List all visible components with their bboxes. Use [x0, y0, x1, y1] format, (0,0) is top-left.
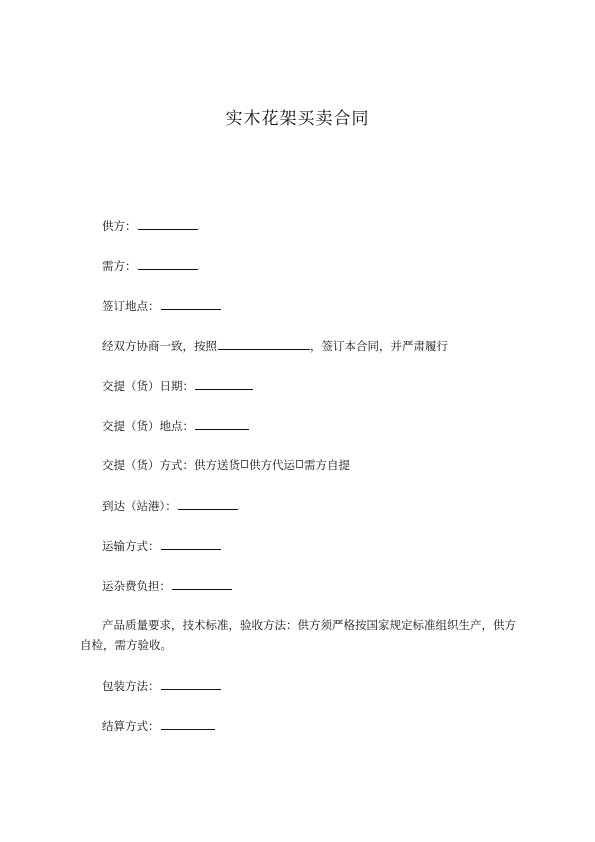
settlement-line	[102, 718, 215, 733]
checkbox-supplier-delivers[interactable]	[241, 460, 248, 468]
delivery-place-line	[102, 418, 249, 433]
delivery-option-supplier-ships: 供方代运	[249, 458, 295, 472]
transport-blank[interactable]	[161, 538, 221, 550]
destination-label: 到达（站港）：	[102, 499, 177, 513]
buyer-label: 需方：	[102, 259, 137, 273]
destination-line	[102, 498, 238, 513]
destination-blank[interactable]	[178, 498, 238, 510]
checkbox-supplier-ships[interactable]	[296, 460, 303, 468]
supplier-line	[102, 218, 198, 233]
sign-place-label: 签订地点：	[102, 299, 160, 313]
delivery-method-line	[102, 458, 350, 472]
quality-paragraph: 产品质量要求，技术标准，验收方法：供方须严格按国家规定标准组织生产，供方自检，需方验收。	[80, 618, 516, 652]
delivery-place-label: 交提（货）地点：	[102, 419, 194, 433]
transport-line	[102, 538, 221, 553]
buyer-line	[102, 258, 198, 273]
delivery-date-line	[102, 378, 253, 393]
agreement-basis-blank[interactable]	[218, 338, 310, 350]
delivery-date-blank[interactable]	[195, 378, 253, 390]
delivery-option-buyer-picks-up: 需方自提	[304, 458, 350, 472]
delivery-place-blank[interactable]	[195, 418, 249, 430]
document-title: 实木花架买卖合同	[225, 109, 370, 129]
settlement-blank[interactable]	[161, 718, 215, 730]
delivery-method-label: 交提（货）方式：	[102, 458, 194, 472]
delivery-date-label: 交提（货）日期：	[102, 379, 194, 393]
packing-line	[102, 678, 221, 693]
settlement-label: 结算方式：	[102, 719, 160, 733]
transport-label: 运输方式：	[102, 539, 160, 553]
misc-fee-label: 运杂费负担：	[102, 579, 171, 593]
sign-place-blank[interactable]	[161, 298, 221, 310]
packing-label: 包装方法：	[102, 679, 160, 693]
misc-fee-blank[interactable]	[172, 578, 232, 590]
agreement-post-text: ，签订本合同，并严肃履行	[310, 339, 448, 353]
agreement-pre-text: 经双方协商一致，按照	[102, 339, 217, 353]
packing-blank[interactable]	[161, 678, 221, 690]
supplier-blank[interactable]	[138, 218, 198, 230]
sign-place-line	[102, 298, 221, 313]
misc-fee-line	[102, 578, 232, 593]
supplier-label: 供方：	[102, 219, 137, 233]
agreement-line	[102, 338, 448, 353]
buyer-blank[interactable]	[138, 258, 198, 270]
delivery-option-supplier-delivers: 供方送货	[194, 458, 240, 472]
